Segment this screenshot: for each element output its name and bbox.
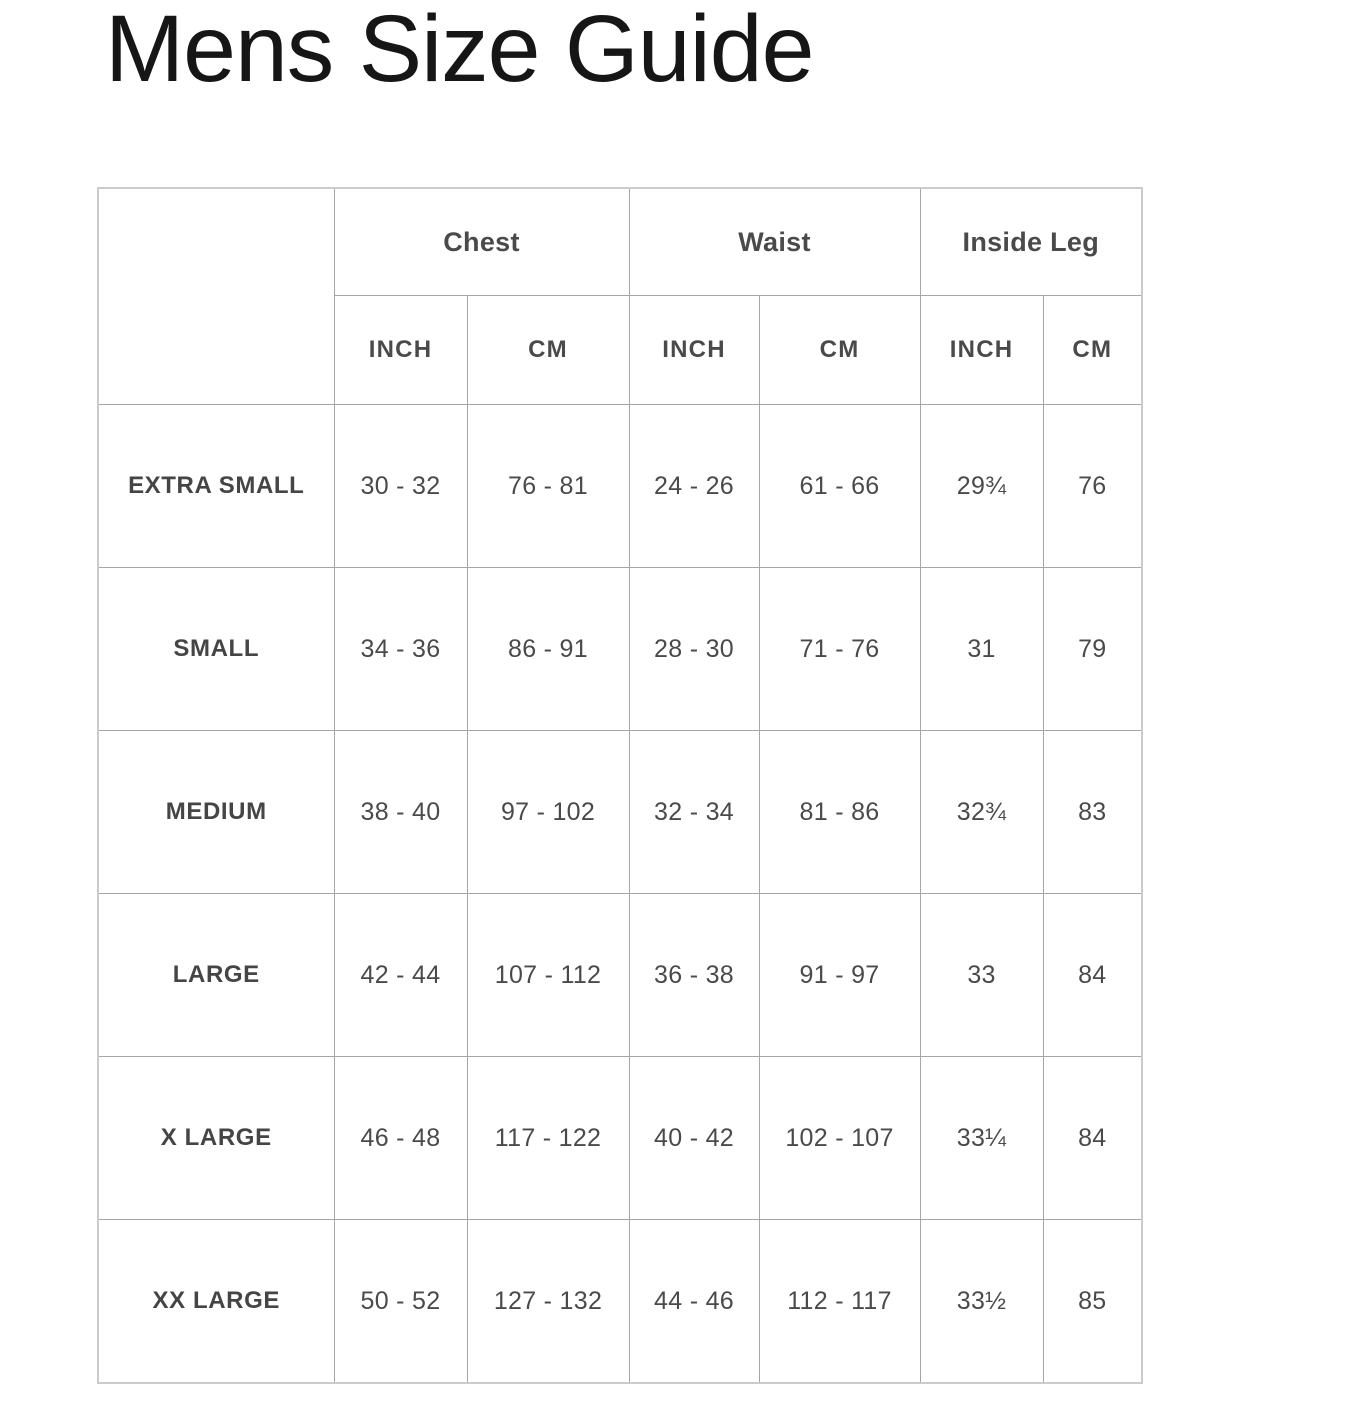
size-label: EXTRA SMALL [98,405,334,568]
measurement-cell-waist-cm: 91 - 97 [759,894,920,1057]
measurement-cell-inside-leg-cm: 76 [1043,405,1142,568]
measurement-cell-waist-inch: 32 - 34 [629,731,759,894]
measurement-cell-inside-leg-inch: 31 [920,568,1043,731]
measurement-cell-chest-inch: 38 - 40 [334,731,467,894]
measurement-cell-waist-inch: 28 - 30 [629,568,759,731]
measurement-cell-inside-leg-cm: 79 [1043,568,1142,731]
measurement-cell-inside-leg-cm: 84 [1043,1057,1142,1220]
size-row-x-large [98,1057,1142,1220]
measurement-cell-inside-leg-inch: 33 [920,894,1043,1057]
measurement-cell-chest-inch: 42 - 44 [334,894,467,1057]
size-label: SMALL [98,568,334,731]
measurement-cell-inside-leg-cm: 83 [1043,731,1142,894]
measurement-cell-inside-leg-inch: 33¼ [920,1057,1043,1220]
measurement-cell-inside-leg-inch: 33½ [920,1220,1043,1384]
measurement-cell-waist-cm: 71 - 76 [759,568,920,731]
measurement-cell-inside-leg-cm: 84 [1043,894,1142,1057]
unit-header-chest-cm: CM [467,296,629,405]
unit-header-chest-inch: INCH [334,296,467,405]
size-table-wrapper [97,187,1350,1384]
measurement-cell-waist-cm: 81 - 86 [759,731,920,894]
measurement-cell-waist-inch: 36 - 38 [629,894,759,1057]
size-label: LARGE [98,894,334,1057]
measurement-cell-chest-cm: 86 - 91 [467,568,629,731]
corner-cell [98,188,334,405]
measurement-cell-waist-inch: 24 - 26 [629,405,759,568]
measurement-cell-waist-inch: 44 - 46 [629,1220,759,1384]
size-row-xx-large [98,1220,1142,1384]
size-label: MEDIUM [98,731,334,894]
size-label: X LARGE [98,1057,334,1220]
unit-header-inside-leg-inch: INCH [920,296,1043,405]
measurement-cell-chest-cm: 127 - 132 [467,1220,629,1384]
column-group-waist: Waist [629,188,920,296]
unit-header-waist-cm: CM [759,296,920,405]
size-row-extra-small [98,405,1142,568]
unit-header-inside-leg-cm: CM [1043,296,1142,405]
measurement-cell-chest-cm: 117 - 122 [467,1057,629,1220]
measurement-cell-inside-leg-cm: 85 [1043,1220,1142,1384]
column-group-chest: Chest [334,188,629,296]
measurement-cell-chest-inch: 34 - 36 [334,568,467,731]
column-group-header-row [98,188,1142,296]
measurement-cell-chest-cm: 76 - 81 [467,405,629,568]
column-group-inside-leg: Inside Leg [920,188,1142,296]
measurement-cell-waist-cm: 112 - 117 [759,1220,920,1384]
measurement-cell-chest-inch: 46 - 48 [334,1057,467,1220]
measurement-cell-waist-inch: 40 - 42 [629,1057,759,1220]
measurement-cell-inside-leg-inch: 29¾ [920,405,1043,568]
size-row-small [98,568,1142,731]
measurement-cell-chest-cm: 107 - 112 [467,894,629,1057]
measurement-cell-waist-cm: 61 - 66 [759,405,920,568]
measurement-cell-inside-leg-inch: 32¾ [920,731,1043,894]
measurement-cell-chest-cm: 97 - 102 [467,731,629,894]
page-title: Mens Size Guide [105,0,814,102]
size-row-medium [98,731,1142,894]
size-label: XX LARGE [98,1220,334,1384]
measurement-cell-chest-inch: 30 - 32 [334,405,467,568]
unit-header-waist-inch: INCH [629,296,759,405]
measurement-cell-waist-cm: 102 - 107 [759,1057,920,1220]
size-row-large [98,894,1142,1057]
size-guide-table [97,187,1143,1384]
measurement-cell-chest-inch: 50 - 52 [334,1220,467,1384]
